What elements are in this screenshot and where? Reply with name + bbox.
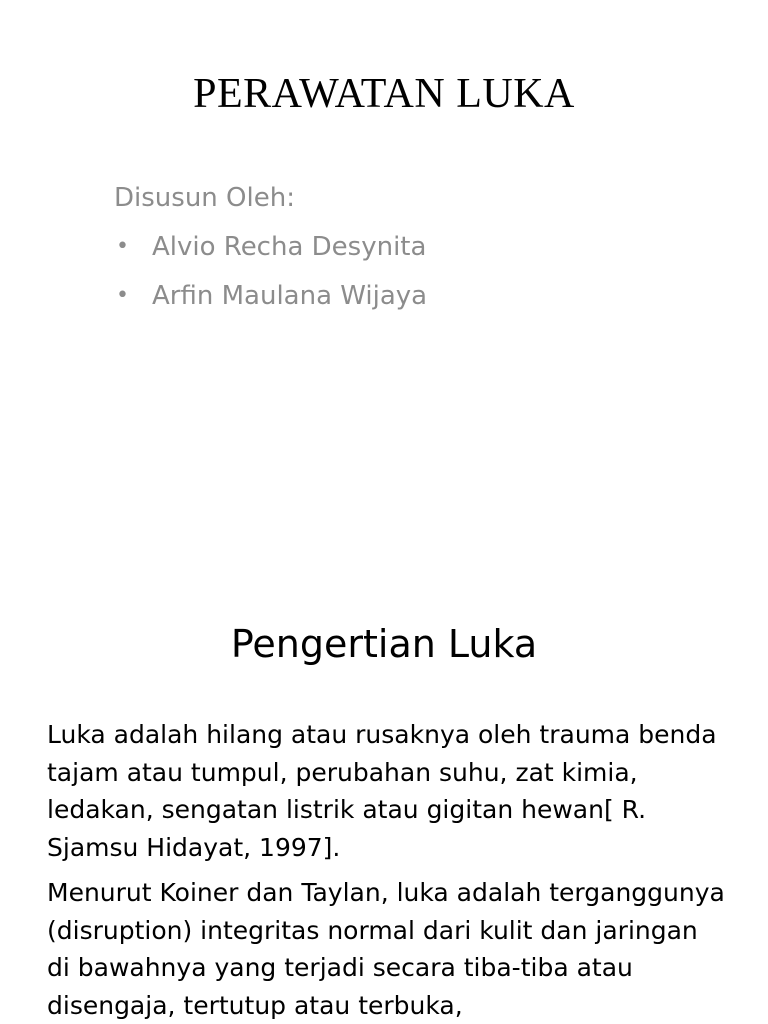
- list-item: [114, 231, 674, 263]
- presentation-title: PERAWATAN LUKA: [193, 71, 575, 117]
- slide-definition: [0, 576, 768, 1024]
- author-list: [114, 231, 674, 312]
- bullet-icon: •: [116, 234, 129, 259]
- section-title: Pengertian Luka: [230, 622, 538, 666]
- authors-block: [114, 182, 674, 329]
- paragraph: Menurut Koiner dan Taylan, luka adalah terganggunya (disruption) integritas normal dari kulit dan jaringan di bawahnya yang terjadi secara tiba-tiba atau disengaja, tertutup atau terbuka,: [47, 878, 725, 1020]
- authors-heading: Disusun Oleh:: [114, 183, 295, 213]
- list-item: [114, 280, 674, 312]
- author-name: Arfin Maulana Wijaya: [152, 281, 428, 311]
- paragraph: Luka adalah hilang atau rusaknya oleh trauma benda tajam atau tumpul, perubahan suhu, zat kimia, ledakan, sengatan listrik atau gigitan hewan[ R. Sjamsu Hidayat, 1997].: [47, 720, 717, 862]
- bullet-icon: •: [116, 283, 129, 308]
- definition-body: [47, 716, 727, 1024]
- author-name: Alvio Recha Desynita: [152, 232, 427, 262]
